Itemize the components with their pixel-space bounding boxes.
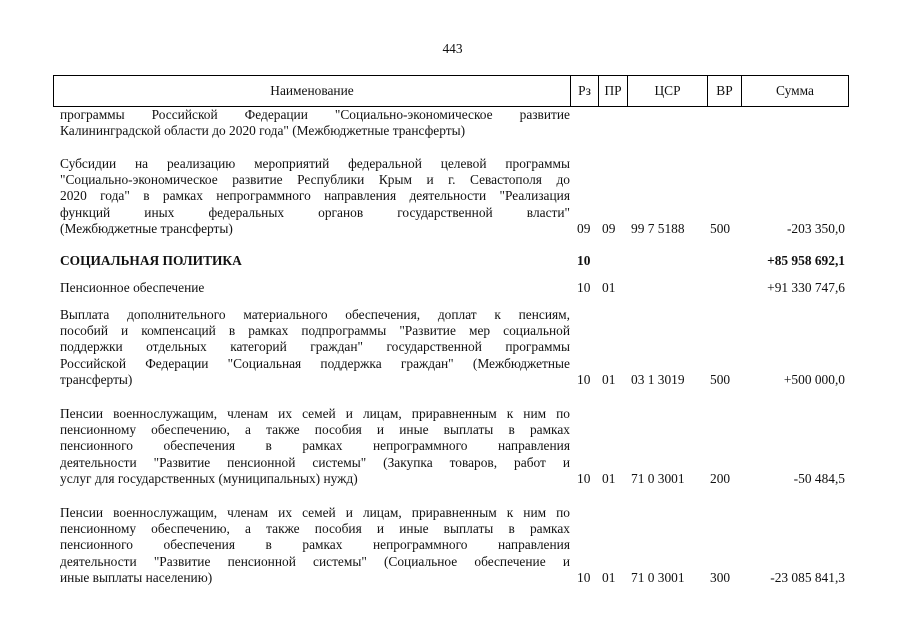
row-pr: 01 [602,280,616,295]
header-name: Наименование [53,76,570,106]
row-line: Пенсии военнослужащим, членам их семей и лицам, приравненным к ним по [60,505,570,520]
row-line: Калининградской области до 2020 года" (Межбюджетные трансферты) [60,123,466,139]
row-rz: 10 [577,253,591,268]
row-csr [627,253,707,269]
row-csr [627,280,707,296]
table-row [53,253,849,269]
table-row [53,307,849,388]
row-line: Пенсионное обеспечение [60,280,205,295]
row-line: "Социально-экономическое развитие Республики Крым и г. Севастополя до [60,172,570,188]
row-line: Субсидии на реализацию мероприятий федеральной целевой программы [60,156,570,171]
row-vr: 300 [710,569,731,585]
row-sum: +91 330 747,6 [767,280,845,295]
row-name [53,107,570,139]
table-row [53,280,849,296]
row-line: иные выплаты населению) [60,569,213,585]
row-csr: 71 0 3001 [631,569,685,585]
row-rz [570,107,598,139]
table-row [53,406,849,487]
row-pr: 01 [602,569,616,585]
row-line: (Межбюджетные трансферты) [60,220,233,236]
header-rz: Рз [570,76,598,106]
budget-table [53,75,849,585]
row-csr: 99 7 5188 [631,220,685,236]
row-line: деятельности "Развитие пенсионной системы" (Закупка товаров, работ и [60,454,570,470]
row-pr [598,107,627,139]
table-row [53,505,849,586]
table-row [53,107,849,139]
row-line: Российской Федерации "Социальная поддержка граждан" (Межбюджетные [60,355,570,371]
row-name [53,253,570,269]
row-vr [707,107,741,139]
row-pr [598,253,627,269]
row-sum: -203 350,0 [786,220,845,236]
header-sum: Сумма [741,76,849,106]
row-name [53,307,570,388]
row-line: Пенсии военнослужащим, членам их семей и лицам, приравненным к ним по [60,406,570,421]
row-line: пенсионного обеспечения в рамках непрограммного направления [60,537,570,553]
row-sum: -50 484,5 [793,470,845,486]
row-sum: +500 000,0 [783,371,845,387]
row-line: функций иных федеральных органов государственной власти" [60,204,570,220]
row-vr: 500 [710,220,731,236]
row-rz: 10 [577,569,591,585]
row-line: пособий и компенсаций в рамках подпрограммы "Развитие мер социальной [60,323,570,339]
row-sum: +85 958 692,1 [767,253,845,268]
row-line: Выплата дополнительного материального обеспечения, доплат к пенсиям, [60,307,570,322]
row-sum [741,107,849,139]
header-vr: ВР [707,76,741,106]
row-line: 2020 года" в рамках непрограммного направления деятельности "Реализация [60,188,570,204]
row-rz: 09 [577,220,591,236]
row-line: пенсионного обеспечения в рамках непрограммного направления [60,438,570,454]
row-vr: 200 [710,470,731,486]
row-pr: 01 [602,470,616,486]
row-csr [627,107,707,139]
row-line: пенсионному обеспечению, а также пособия и иные выплаты в рамках [60,422,570,438]
row-line: услуг для государственных (муниципальных) нужд) [60,470,358,486]
header-csr: ЦСР [627,76,707,106]
row-line: пенсионному обеспечению, а также пособия и иные выплаты в рамках [60,521,570,537]
row-line: поддержки отдельных категорий граждан" государственной программы [60,339,570,355]
row-pr: 01 [602,371,616,387]
row-name [53,280,570,296]
header-pr: ПР [598,76,627,106]
row-rz: 10 [577,371,591,387]
row-line: трансферты) [60,371,133,387]
row-vr [707,280,741,296]
row-line: деятельности "Развитие пенсионной системы" (Социальное обеспечение и [60,553,570,569]
row-vr: 500 [710,371,731,387]
row-sum: -23 085 841,3 [770,569,845,585]
row-csr: 03 1 3019 [631,371,685,387]
table-header [53,75,849,107]
row-line: СОЦИАЛЬНАЯ ПОЛИТИКА [60,253,242,268]
row-name [53,505,570,586]
row-vr [707,253,741,269]
row-csr: 71 0 3001 [631,470,685,486]
page-number: 443 [442,41,463,56]
table-row [53,156,849,237]
row-name [53,156,570,237]
row-rz: 10 [577,470,591,486]
row-pr: 09 [602,220,616,236]
row-rz: 10 [577,280,591,295]
row-name [53,406,570,487]
row-line: программы Российской Федерации "Социально-экономическое развитие [60,107,570,122]
